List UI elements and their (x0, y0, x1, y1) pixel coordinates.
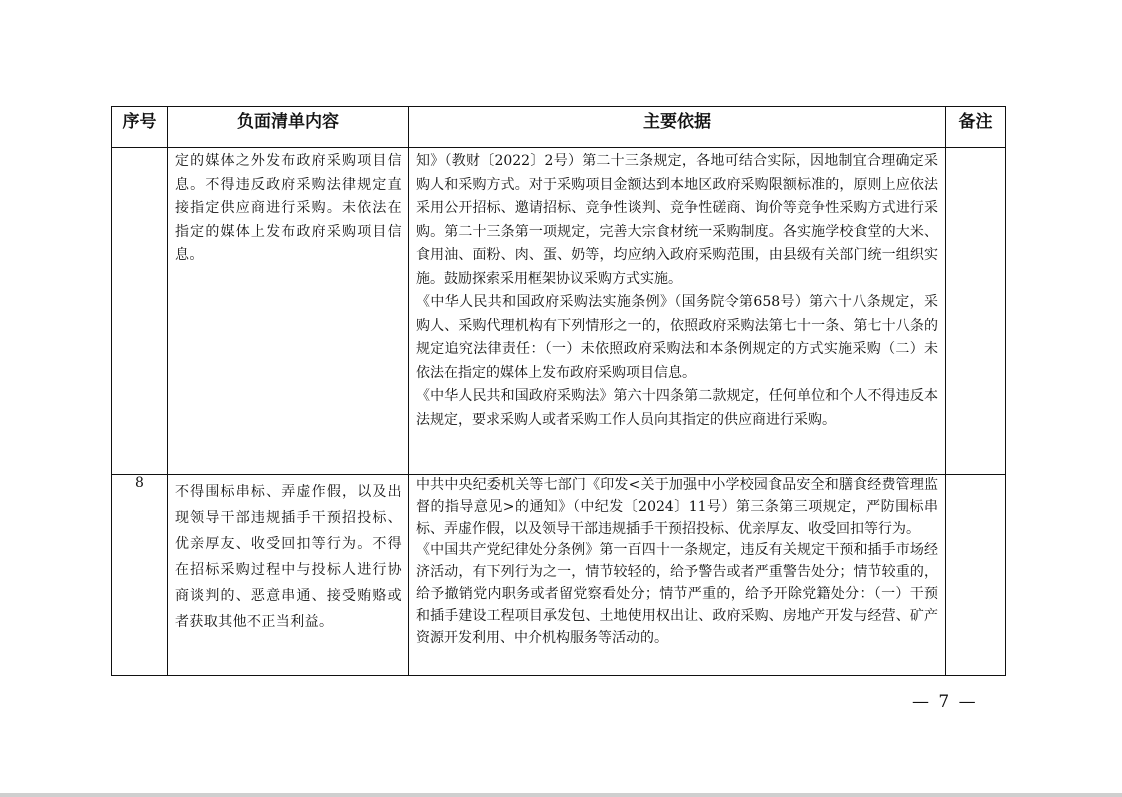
page-number: — 7 — (912, 692, 978, 712)
row-basis-cell (409, 475, 946, 676)
row-content: 定的媒体之外发布政府采购项目信息。不得违反政府采购法律规定直接指定供应商进行采购。未依法在指定的媒体上发布政府采购项目信息。 (175, 153, 402, 263)
negative-list-table (111, 106, 1006, 676)
row-content-cell (168, 475, 409, 676)
header-basis: 主要依据 (409, 107, 946, 148)
header-serial: 序号 (112, 107, 168, 148)
row-basis: 知》（教财〔2022〕2号）第二十三条规定，各地可结合实际，因地制宜合理确定采购人和采购方式。对于采购项目金额达到本地区政府采购限额标准的，原则上应依法采用公开招标、邀请招标、竞争性谈判、竞争性磋商、询价等竞争性采购方式进行采购。第二十三条第一项规定，完善大宗食材统一采购制度。各实施学校食堂的大米、食用油、面粉、肉、蛋、奶等，均应纳入政府采购范围，由县级有关部门统一组织实施。鼓励探索采用框架协议采购方式实施。 《中华人民共和国政府采购法实施条例》（国务院令第658号）第六十八条规定，采购人、采购代理机构有下列情形之一的，依照政府采购法第七十一条、第七十八条的规定追究法律责任：（一）未依照政府采购法和本条例规定的方式实施采购（二）未依法在指定的媒体上发布政府采购项目信息。 《中华人民共和国政府采购法》第六十四条第二款规定，任何单位和个人不得违反本法规定，要求采购人或者采购工作人员向其指定的供应商进行采购。 (416, 153, 938, 428)
table-row (112, 148, 1006, 475)
row-content: 不得围标串标、弄虚作假，以及出现领导干部违规插手干预招投标、优亲厚友、收受回扣等行为。不得在招标采购过程中与投标人进行协商谈判的、恶意串通、接受贿赂或者获取其他不正当利益。 (175, 484, 402, 630)
header-note: 备注 (946, 107, 1006, 148)
page-edge (0, 793, 1122, 797)
header-content: 负面清单内容 (168, 107, 409, 148)
row-content-cell (168, 148, 409, 475)
row-note (946, 475, 1006, 676)
table-header-row (112, 107, 1006, 148)
row-serial: 8 (112, 475, 168, 676)
table-row (112, 475, 1006, 676)
row-basis: 中共中央纪委机关等七部门《印发<关于加强中小学校园食品安全和膳食经费管理监督的指导意见>的通知》（中纪发〔2024〕11号）第三条第三项规定，严防围标串标、弄虚作假，以及领导干部违规插手干预招投标、优亲厚友、收受回扣等行为。 《中国共产党纪律处分条例》第一百四十一条规定，违反有关规定干预和插手市场经济活动，有下列行为之一，情节较轻的，给予警告或者严重警告处分；情节较重的，给予撤销党内职务或者留党察看处分；情节严重的，给予开除党籍处分：（一）干预和插手建设工程项目承发包、土地使用权出让、政府采购、房地产开发与经营、矿产资源开发利用、中介机构服务等活动的。 (416, 477, 938, 646)
row-note (946, 148, 1006, 475)
row-serial (112, 148, 168, 475)
row-basis-cell (409, 148, 946, 475)
